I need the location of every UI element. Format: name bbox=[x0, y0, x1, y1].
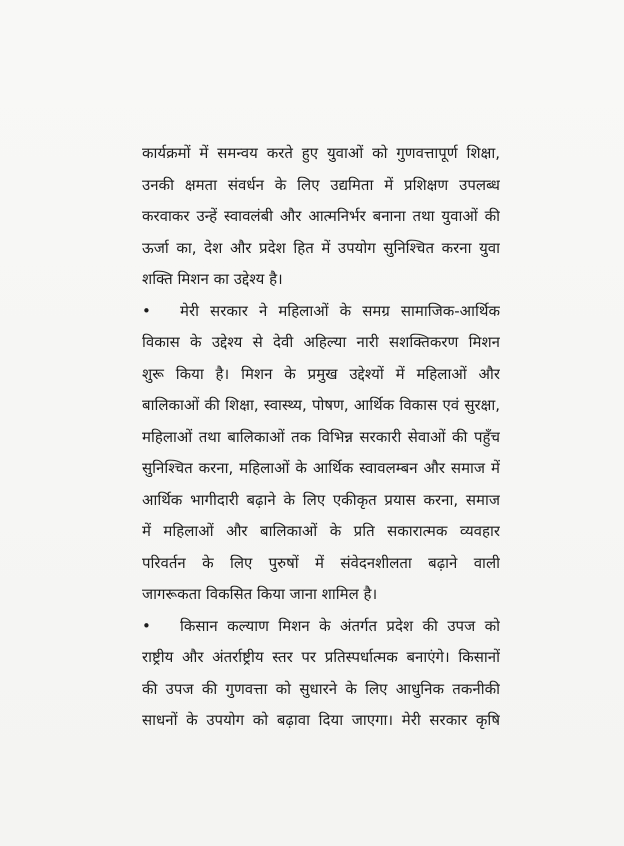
text-line: बालिकाओं की शिक्षा, स्वास्थ्य, पोषण, आर्थिक विकास एवं सुरक्षा, bbox=[142, 396, 500, 414]
bullet-icon: • bbox=[142, 301, 151, 320]
text-line: में महिलाओं और बालिकाओं के प्रति सकारात्मक व्यवहार bbox=[142, 522, 500, 540]
text-line: कार्यक्रमों में समन्वय करते हुए युवाओं को गुणवत्तापूर्ण शिक्षा, bbox=[142, 144, 500, 162]
text-line: राष्ट्रीय और अंतर्राष्ट्रीय स्तर पर प्रतिस्पर्धात्मक बनाएंगे। किसानों bbox=[142, 648, 500, 666]
text-line: साधनों के उपयोग को बढ़ावा दिया जाएगा। मेरी सरकार कृषि bbox=[142, 711, 500, 729]
text-line: मेरी सरकार ने महिलाओं के समग्र सामाजिक-आर्थिक bbox=[180, 301, 500, 320]
text-line: महिलाओं तथा बालिकाओं तक विभिन्न सरकारी सेवाओं की पहुँच bbox=[142, 427, 500, 446]
text-line: आर्थिक भागीदारी बढ़ाने के लिए एकीकृत प्रयास करना, समाज bbox=[142, 490, 500, 509]
text-line: शुरू किया है। मिशन के प्रमुख उद्देश्यों में महिलाओं और bbox=[142, 364, 500, 383]
paragraph-women-empowerment bbox=[142, 296, 500, 611]
text-line: उनकी क्षमता संवर्धन के लिए उद्यमिता में प्रशिक्षण उपलब्ध bbox=[142, 175, 500, 194]
text-line: जागरूकता विकसित किया जाना शामिल है। bbox=[142, 585, 378, 603]
text-line: किसान कल्याण मिशन के अंतर्गत प्रदेश की उपज को bbox=[180, 616, 500, 635]
document-body bbox=[142, 138, 500, 737]
text-line: सुनिश्चित करना, महिलाओं के आर्थिक स्वावलम्बन और समाज में bbox=[142, 459, 500, 477]
text-line: ऊर्जा का, देश और प्रदेश हित में उपयोग सुनिश्चित करना युवा bbox=[142, 238, 500, 257]
bullet-icon: • bbox=[142, 616, 151, 635]
text-line: परिवर्तन के लिए पुरुषों में संवेदनशीलता बढ़ाने वाली bbox=[142, 553, 500, 572]
bullet-line bbox=[142, 611, 500, 643]
text-line: विकास के उद्देश्य से देवी अहिल्या नारी सशक्तिकरण मिशन bbox=[142, 333, 500, 351]
text-line: की उपज की गुणवत्ता को सुधारने के लिए आधुनिक तकनीकी bbox=[142, 679, 500, 698]
text-line: शक्ति मिशन का उद्देश्य है। bbox=[142, 270, 283, 288]
bullet-line bbox=[142, 296, 500, 328]
paragraph-farmer-welfare bbox=[142, 611, 500, 737]
paragraph-youth-mission bbox=[142, 138, 500, 296]
text-line: करवाकर उन्हें स्वावलंबी और आत्मनिर्भर बनाना तथा युवाओं की bbox=[142, 207, 500, 225]
